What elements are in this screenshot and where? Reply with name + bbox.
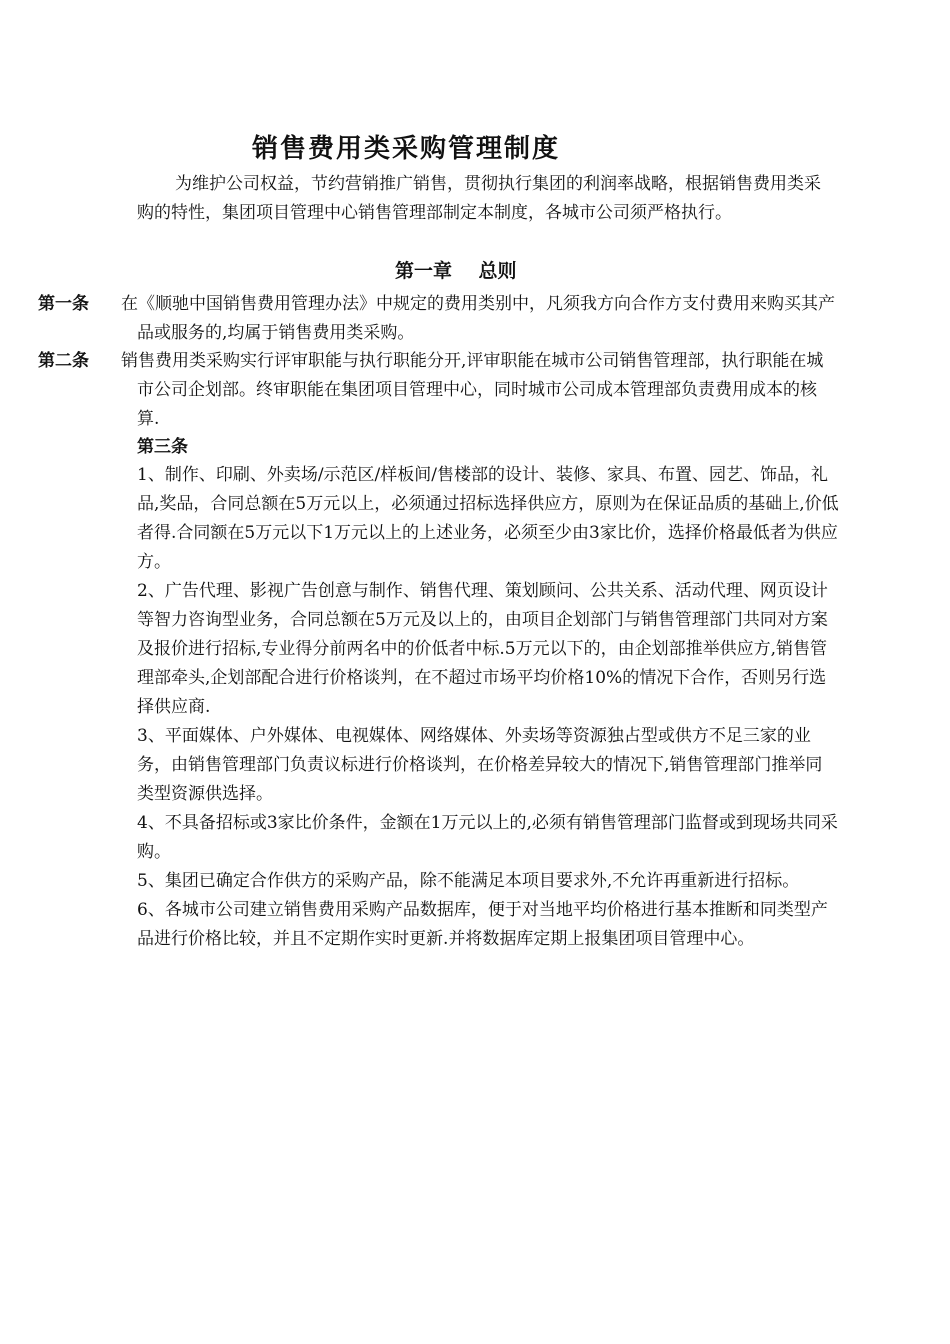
list-item: 6、各城市公司建立销售费用采购产品数据库，便于对当地平均价格进行基本推断和同类型产品进行价格比较，并且不定期作实时更新.并将数据库定期上报集团项目管理中心。 (137, 900, 828, 949)
article-3-items (137, 461, 839, 954)
list-item: 5、集团已确定合作供方的采购产品，除不能满足本项目要求外,不允许再重新进行招标。 (137, 871, 800, 891)
article-1 (38, 290, 838, 348)
article-label: 第一条 (38, 294, 89, 314)
article-text: 销售费用类采购实行评审职能与执行职能分开,评审职能在城市公司销售管理部，执行职能在城市公司企划部。终审职能在集团项目管理中心，同时城市公司成本管理部负责费用成本的核算. (121, 351, 824, 429)
article-text: 在《顺驰中国销售费用管理办法》中规定的费用类别中，凡须我方向合作方支付费用来购买其产品或服务的,均属于销售费用类采购。 (121, 294, 835, 343)
list-item: 4、不具备招标或3家比价条件，金额在1万元以上的,必须有销售管理部门监督或到现场共同采购。 (137, 813, 838, 862)
list-item: 1、制作、印刷、外卖场/示范区/样板间/售楼部的设计、装修、家具、布置、园艺、饰品，礼品,奖品，合同总额在5万元以上，必须通过招标选择供应方，原则为在保证品质的基础上,价低者得.合同额在5万元以下1万元以上的上述业务，必须至少由3家比价，选择价格最低者为供应方。 (137, 465, 839, 572)
intro-paragraph: 为维护公司权益，节约营销推广销售，贯彻执行集团的利润率战略，根据销售费用类采购的特性，集团项目管理中心销售管理部制定本制度，各城市公司须严格执行。 (137, 174, 821, 223)
document-title: 销售费用类采购管理制度 (252, 134, 561, 164)
list-item: 2、广告代理、影视广告创意与制作、销售代理、策划顾问、公共关系、活动代理、网页设计等智力咨询型业务，合同总额在5万元及以上的，由项目企划部门与销售管理部门共同对方案及报价进行招标,专业得分前两名中的价低者中标.5万元以下的，由企划部推举供应方,销售管理部牵头,企划部配合进行价格谈判，在不超过市场平均价格10%的情况下合作，否则另行选择供应商. (137, 581, 828, 717)
article-3-label: 第三条 (137, 437, 188, 457)
article-2 (38, 347, 838, 434)
chapter-heading: 第一章 总则 (395, 260, 517, 282)
article-label: 第二条 (38, 351, 89, 371)
list-item: 3、平面媒体、户外媒体、电视媒体、网络媒体、外卖场等资源独占型或供方不足三家的业务，由销售管理部门负责议标进行价格谈判，在价格差异较大的情况下,销售管理部门推举同类型资源供选择。 (137, 726, 823, 804)
